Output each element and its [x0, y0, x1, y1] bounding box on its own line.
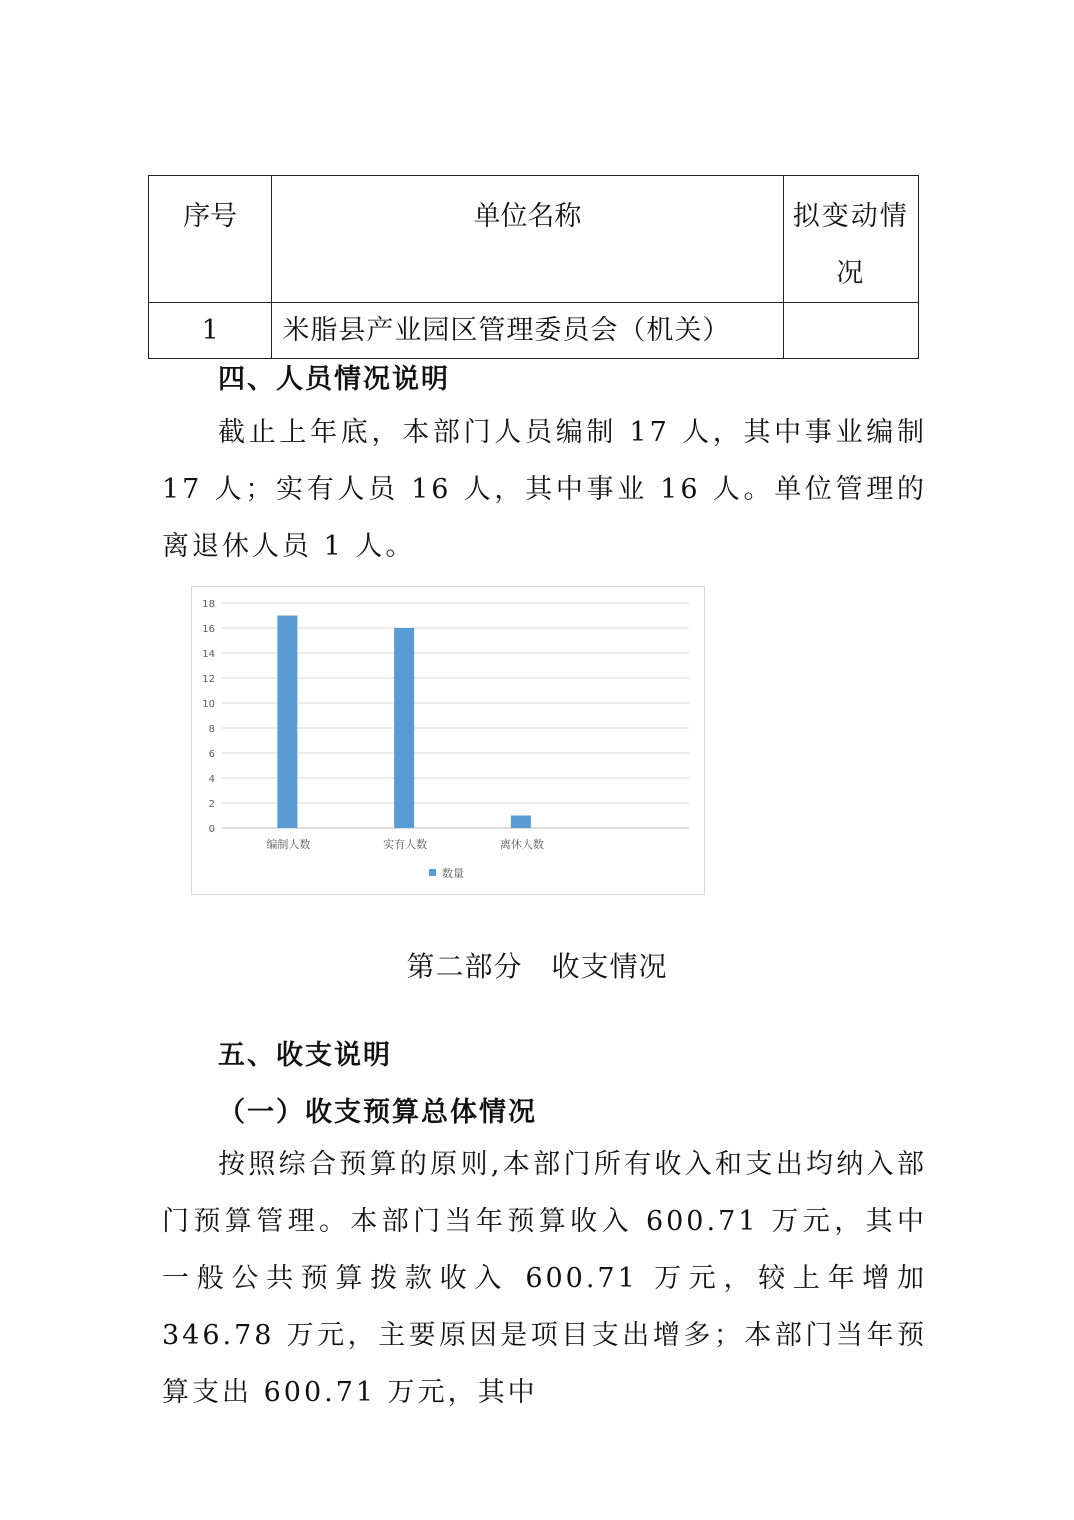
y-tick-label: 8	[208, 724, 215, 735]
section5-paragraph: 按照综合预算的原则,本部门所有收入和支出均纳入部门预算管理。本部门当年预算收入 600.71 万元，其中一般公共预算拨款收入 600.71 万元，较上年增加 346.78 万元，主要原因是项目支出增多；本部门当年预算支出 600.71 万元，其中	[162, 1149, 927, 1408]
legend-label: 数量	[442, 867, 464, 880]
section4-paragraph: 截止上年底，本部门人员编制 17 人，其中事业编制 17 人；实有人员 16 人，其中事业 16 人。单位管理的离退休人员 1 人。	[162, 417, 927, 562]
bar-1	[277, 616, 297, 829]
section5-heading: 五、收支说明	[218, 1040, 392, 1071]
bar-3	[511, 816, 531, 829]
cell-no: 1	[149, 303, 272, 359]
header-cell-no: 序号	[149, 176, 272, 303]
y-tick-label: 10	[202, 699, 215, 710]
y-tick-label: 12	[202, 674, 215, 685]
header-cell-change: 拟变动情况	[783, 176, 918, 303]
y-tick-label: 4	[208, 774, 215, 785]
table-header-row	[149, 176, 919, 303]
unit-table	[148, 175, 919, 359]
header-cell-name: 单位名称	[272, 176, 783, 303]
legend-swatch	[429, 869, 436, 876]
chart-svg	[192, 587, 704, 894]
y-tick-label: 18	[202, 599, 215, 610]
cell-change	[783, 303, 918, 359]
part2-title: 第二部分 收支情况	[406, 950, 668, 983]
table-row	[149, 303, 919, 359]
bar-2	[394, 628, 414, 828]
x-category-label: 编制人数	[266, 838, 311, 851]
staff-bar-chart	[191, 586, 705, 895]
cell-unit-name: 米脂县产业园区管理委员会（机关）	[272, 303, 783, 359]
y-tick-label: 16	[202, 624, 215, 635]
x-category-label: 实有人数	[383, 838, 428, 851]
section5-subheading: （一）收支预算总体情况	[218, 1097, 537, 1128]
y-tick-label: 0	[208, 824, 215, 835]
x-category-label: 离休人数	[499, 838, 544, 851]
y-tick-label: 2	[208, 799, 215, 810]
section4-heading: 四、人员情况说明	[218, 364, 450, 395]
y-tick-label: 14	[202, 649, 215, 660]
y-tick-label: 6	[208, 749, 215, 760]
